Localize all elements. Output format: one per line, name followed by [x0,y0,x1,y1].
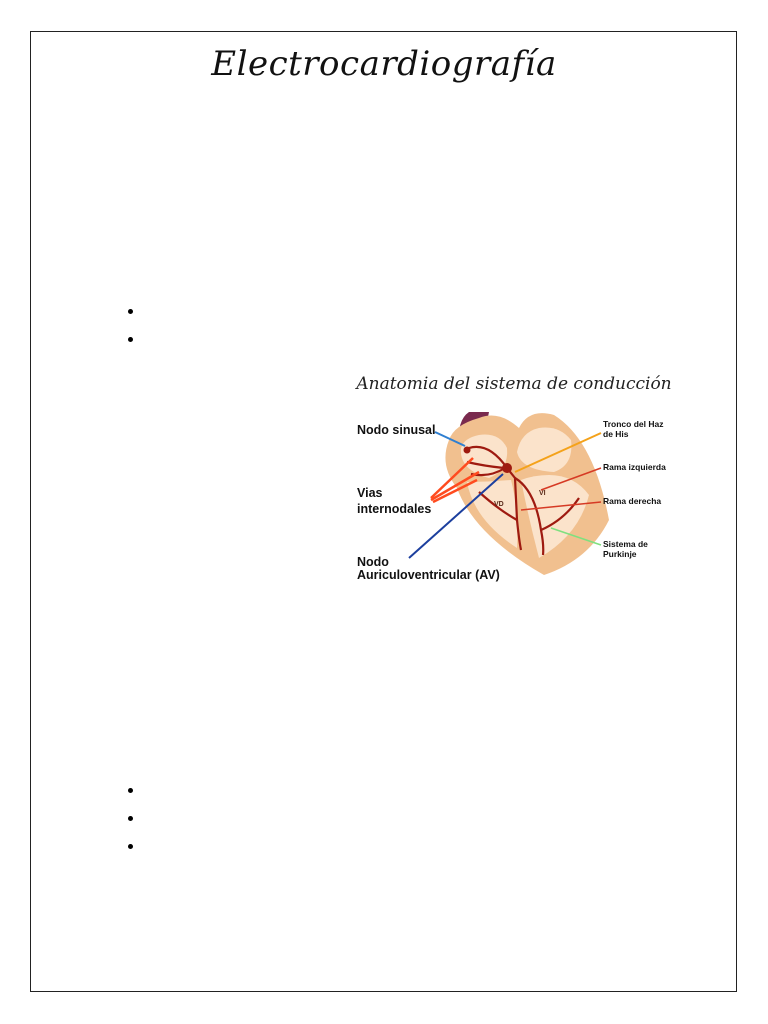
sinus-node [464,447,471,454]
figure-title: Anatomia del sistema de conducción [356,374,672,394]
label-rama-izquierda: Rama izquierda [603,462,666,472]
conduction-system-figure [339,370,689,585]
label-vi: VI [539,490,546,497]
label-rama-derecha: Rama derecha [603,496,662,506]
label-nodo-av-1: Nodo [357,555,389,569]
label-purkinje-2: Purkinje [603,549,637,559]
page-title: Electrocardiografía [211,44,557,84]
label-vias-2: internodales [357,502,432,516]
label-purkinje-1: Sistema de [603,539,648,549]
label-nodo-av-2: Auriculoventricular (AV) [357,568,500,582]
av-node [502,463,512,473]
label-tronco-1: Tronco del Haz [603,419,664,429]
label-nodo-sinusal: Nodo sinusal [357,423,436,437]
label-vd: VD [494,501,504,508]
label-tronco-2: de His [603,429,629,439]
label-vias-1: Vias [357,486,383,500]
